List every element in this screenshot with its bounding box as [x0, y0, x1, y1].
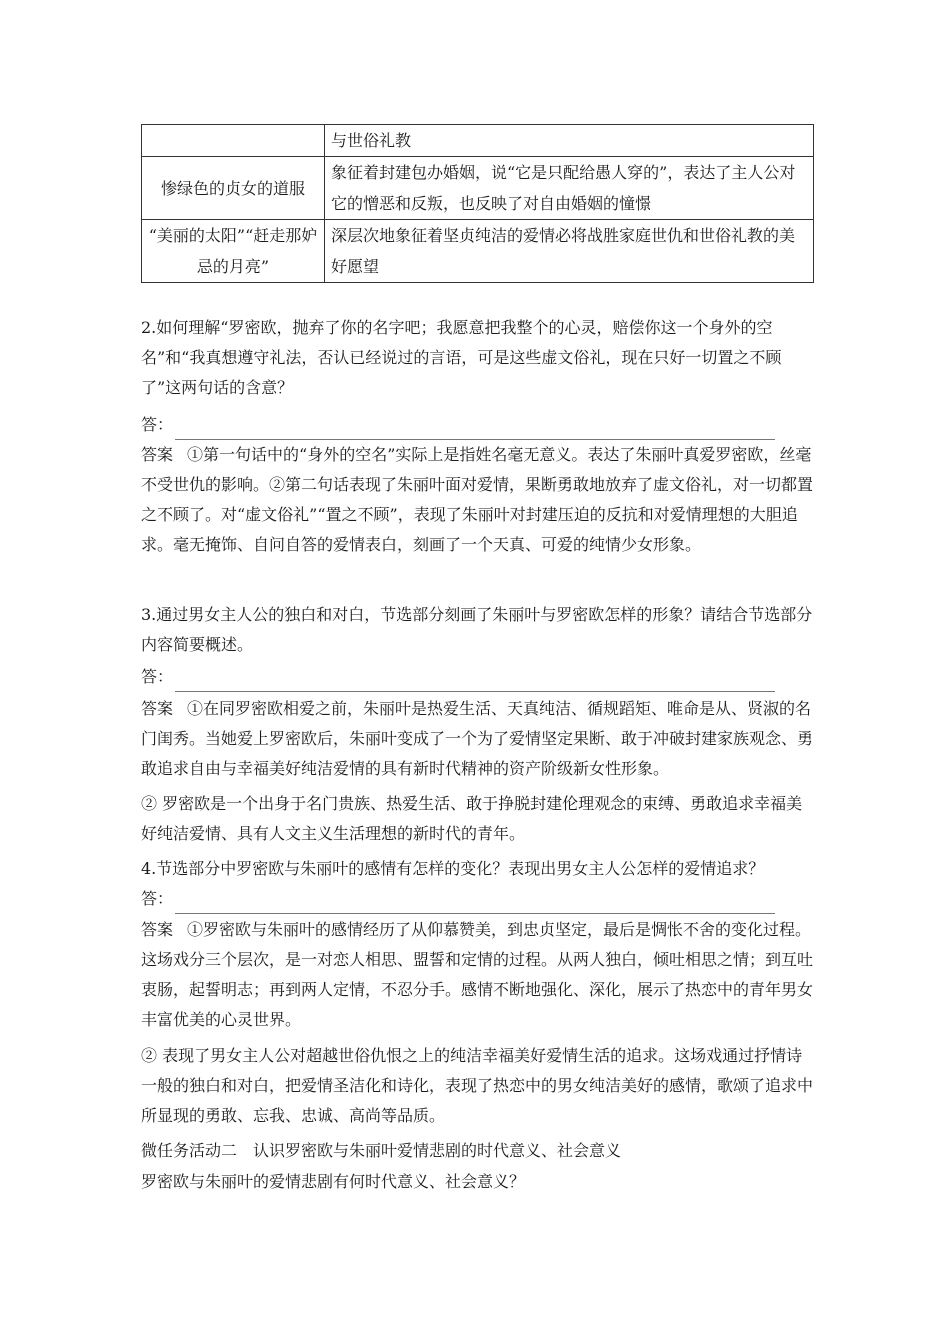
table-row: [142, 157, 814, 220]
answer-2: [141, 440, 817, 560]
activity-2-title: 微任务活动二 认识罗密欧与朱丽叶爱情悲剧的时代意义、社会意义: [141, 1141, 622, 1160]
answer-blank[interactable]: [175, 893, 775, 914]
question-4: 4.节选部分中罗密欧与朱丽叶的感情有怎样的变化？表现出男女主人公怎样的爱情追求？: [141, 859, 765, 878]
table-cell-meaning: 象征着封建包办婚姻，说“它是只配给愚人穿的”，表达了主人公对它的憎恶和反叛，也反映了对自由婚姻的憧憬: [325, 157, 814, 220]
answer-blank[interactable]: [175, 419, 775, 440]
answer-3: [141, 694, 817, 784]
question-3: 3.通过男女主人公的独白和对白，节选部分刻画了朱丽叶与罗密欧怎样的形象？请结合节选部分内容简要概述。: [141, 605, 813, 654]
answer-label: 答案: [141, 699, 174, 718]
table-row: [142, 125, 814, 157]
table-cell-meaning: 深层次地象征着坚贞纯洁的爱情必将战胜家庭世仇和世俗礼教的美好愿望: [325, 220, 814, 283]
symbol-table: [141, 124, 814, 283]
answer-prefix: 答：: [141, 889, 174, 908]
answer-3-text: ①在同罗密欧相爱之前，朱丽叶是热爱生活、天真纯洁、循规蹈矩、唯命是从、贤淑的名门闺秀。当她爱上罗密欧后，朱丽叶变成了一个为了爱情坚定果断、敢于冲破封建家族观念、勇敢追求自由与幸福美好纯洁爱情的具有新时代精神的资产阶级新女性形象。: [141, 699, 814, 778]
table-row: [142, 220, 814, 283]
answer-line-3: [141, 662, 817, 692]
activity-2-question: 罗密欧与朱丽叶的爱情悲剧有何时代意义、社会意义？: [141, 1172, 526, 1191]
table-cell-meaning: 与世俗礼教: [325, 125, 814, 157]
answer-prefix: 答：: [141, 667, 174, 686]
answer-prefix: 答：: [141, 415, 174, 434]
table-cell-symbol: “美丽的太阳”“赶走那妒忌的月亮”: [142, 220, 325, 283]
answer-label: 答案: [141, 445, 174, 464]
answer-line-4: [141, 884, 817, 914]
answer-2-text: ①第一句话中的“身外的空名”实际上是指姓名毫无意义。表达了朱丽叶真爱罗密欧，丝毫不受世仇的影响。②第二句话表现了朱丽叶面对爱情，果断勇敢地放弃了虚文俗礼，对一切都置之不顾了。对“虚文俗礼”“置之不顾”，表现了朱丽叶对封建压迫的反抗和对爱情理想的大胆追求。毫无掩饰、自问自答的爱情表白，刻画了一个天真、可爱的纯情少女形象。: [141, 445, 814, 554]
table-cell-symbol: [142, 125, 325, 157]
answer-3-part2: ② 罗密欧是一个出身于名门贵族、热爱生活、敢于挣脱封建伦理观念的束缚、勇敢追求幸福美好纯洁爱情、具有人文主义生活理想的新时代的青年。: [141, 794, 803, 843]
answer-label: 答案: [141, 920, 174, 939]
answer-line-2: [141, 410, 817, 440]
answer-4: [141, 915, 817, 1035]
answer-4-part2: ② 表现了男女主人公对超越世俗仇恨之上的纯洁幸福美好爱情生活的追求。这场戏通过抒情诗一般的独白和对白，把爱情圣洁化和诗化，表现了热恋中的男女纯洁美好的感情，歌颂了追求中所显现的勇敢、忘我、忠诚、高尚等品质。: [141, 1046, 814, 1125]
answer-4-text: ①罗密欧与朱丽叶的感情经历了从仰慕赞美，到忠贞坚定，最后是惆怅不舍的变化过程。这场戏分三个层次，是一对恋人相思、盟誓和定情的过程。从两人独白，倾吐相思之情；到互吐衷肠，起誓明志；再到两人定情，不忍分手。感情不断地强化、深化，展示了热恋中的青年男女丰富优美的心灵世界。: [141, 920, 814, 1029]
question-2: 2.如何理解“罗密欧，抛弃了你的名字吧；我愿意把我整个的心灵，赔偿你这一个身外的空名”和“我真想遵守礼法，否认已经说过的言语，可是这些虚文俗礼，现在只好一切置之不顾了”这两句话的含意？: [141, 318, 782, 397]
table-cell-symbol: 惨绿色的贞女的道服: [142, 157, 325, 220]
answer-blank[interactable]: [175, 671, 775, 692]
